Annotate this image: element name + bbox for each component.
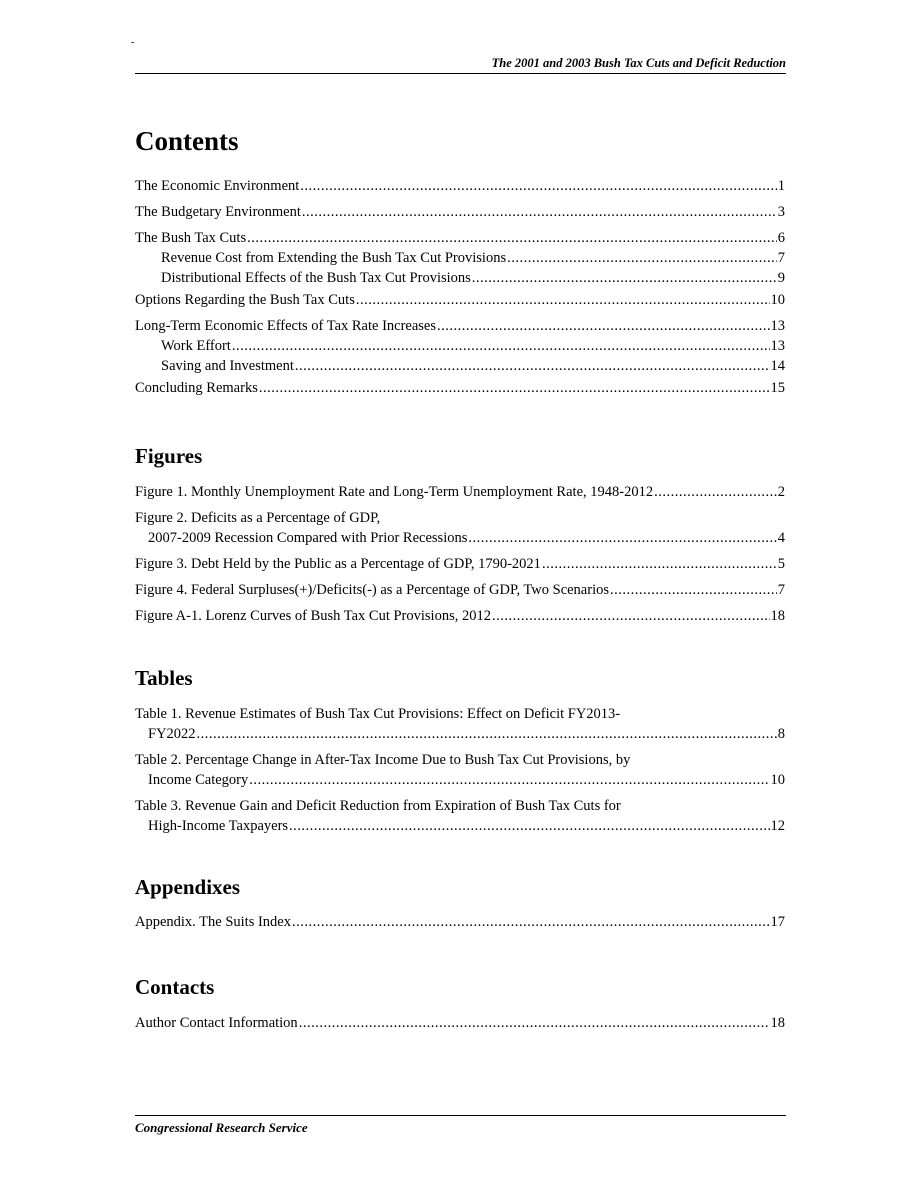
toc-entry[interactable]: Options Regarding the Bush Tax Cuts ..... 10 [135,290,785,310]
figure-entry[interactable]: Figure A-1. Lorenz Curves of Bush Tax Cut Provisions, 2012 ..... 18 [135,606,785,626]
toc-subentry[interactable]: Distributional Effects of the Bush Tax Cut Provisions ..... 9 [135,268,785,288]
contact-entry[interactable]: Author Contact Information ..... 18 [135,1013,785,1033]
contents-heading: Contents [135,126,239,156]
appendixes-heading: Appendixes [135,875,241,899]
toc-entry[interactable]: Concluding Remarks ..... 15 [135,378,785,398]
running-footer: Congressional Research Service [135,1120,308,1135]
tables-heading: Tables [135,666,193,690]
toc-subentry[interactable]: Saving and Investment ..... 14 [135,356,785,376]
figures-heading: Figures [135,444,203,468]
appendixes-list [135,912,785,932]
figure-entry[interactable]: Figure 4. Federal Surpluses(+)/Deficits(-) as a Percentage of GDP, Two Scenarios ..... 7 [135,580,785,600]
toc-entry[interactable]: Long-Term Economic Effects of Tax Rate Increases ..... 13 [135,316,785,336]
figure-entry[interactable]: Figure 1. Monthly Unemployment Rate and Long-Term Unemployment Rate, 1948-2012 ..... 2 [135,482,785,502]
contacts-list [135,1013,785,1033]
table-entry[interactable]: Table 1. Revenue Estimates of Bush Tax Cut Provisions: Effect on Deficit FY2013- FY2022 ..... 8 [135,704,785,744]
page-mark: - [131,37,135,48]
appendix-entry[interactable]: Appendix. The Suits Index ..... 17 [135,912,785,932]
toc-subentry[interactable]: Work Effort ..... 13 [135,336,785,356]
header-rule [135,73,786,74]
toc-entry[interactable]: The Economic Environment ..... 1 [135,176,785,196]
contents-list [135,176,785,398]
figure-entry[interactable]: Figure 2. Deficits as a Percentage of GDP, 2007-2009 Recession Compared with Prior Recessions ..... 4 [135,508,785,548]
figure-entry[interactable]: Figure 3. Debt Held by the Public as a Percentage of GDP, 1790-2021 ..... 5 [135,554,785,574]
contacts-heading: Contacts [135,975,215,999]
tables-list [135,704,785,836]
running-header: The 2001 and 2003 Bush Tax Cuts and Deficit Reduction [491,56,786,70]
toc-subentry[interactable]: Revenue Cost from Extending the Bush Tax Cut Provisions ..... 7 [135,248,785,268]
footer-rule [135,1115,786,1116]
toc-entry[interactable]: The Bush Tax Cuts ..... 6 [135,228,785,248]
figures-list [135,482,785,626]
table-entry[interactable]: Table 2. Percentage Change in After-Tax Income Due to Bush Tax Cut Provisions, by Income Category ..... 10 [135,750,785,790]
toc-entry[interactable]: The Budgetary Environment ..... 3 [135,202,785,222]
table-entry[interactable]: Table 3. Revenue Gain and Deficit Reduction from Expiration of Bush Tax Cuts for High-Income Taxpayers ..... 12 [135,796,785,836]
